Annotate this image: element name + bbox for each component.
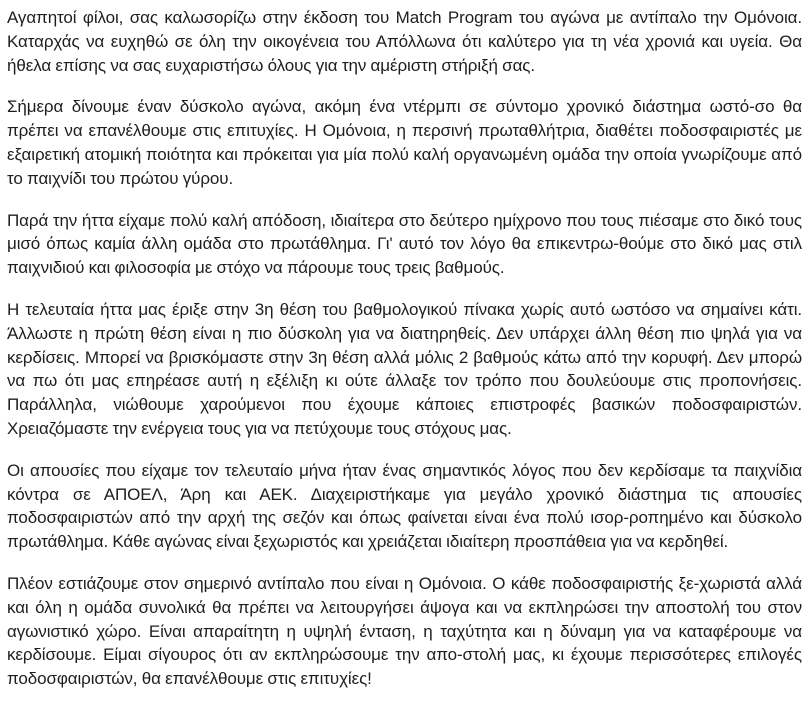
paragraph-3: Παρά την ήττα είχαμε πολύ καλή απόδοση, ιδιαίτερα στο δεύτερο ημίχρονο που τους πιέσαμε στο δικό τους μισό όπως καμία άλλη ομάδα στο πρωτάθλημα. Γι' αυτό τον λόγο θα επικεντρω-θούμε στο δικό μας στιλ παιχνιδιού και φιλοσοφία με στόχο να πάρουμε τους τρεις βαθμούς. <box>7 210 802 278</box>
article-body <box>7 6 802 691</box>
paragraph-6: Πλέον εστιάζουμε στον σημερινό αντίπαλο που είναι η Ομόνοια. Ο κάθε ποδοσφαιριστής ξε-χωριστά αλλά και όλη η ομάδα συνολικά θα πρέπει να λειτουργήσει άψογα και να εκπληρώσει την αποστολή του στον αγωνιστικό χώρο. Είναι απαραίτητη η υψηλή ένταση, η ταχύτητα και η δύναμη για να καταφέρουμε να κερδίσουμε. Είμαι σίγουρος ότι αν εκπληρώσουμε την απο-στολή μας, κι έχουμε περισσότερες επιλογές ποδοσφαιριστών, θα επανέλθουμε στις επιτυχίες! <box>7 573 802 689</box>
paragraph-4: Η τελευταία ήττα μας έριξε στην 3η θέση του βαθμολογικού πίνακα χωρίς αυτό ωστόσο να σημαίνει κάτι. Άλλωστε η πρώτη θέση είναι η πιο δύσκολη για να διατηρηθείς. Δεν υπάρχει άλλη θέση πιο ψηλά για να κερδίσεις. Μπορεί να βρισκόμαστε στην 3η θέση αλλά μόλις 2 βαθμούς κάτω από την κορυφή. Δεν μπορώ να πω ότι μας επηρέασε αυτή η εξέλιξη κι ούτε άλλαξε τον τρόπο που δουλεύουμε στις προπονήσεις. Παράλληλα, νιώθουμε χαρούμενοι που έχουμε κάποιες επιστροφές βασικών ποδοσφαιριστών. Χρειαζόμαστε την ενέργεια τους για να πετύχουμε τους στόχους μας. <box>7 299 802 438</box>
paragraph-1: Αγαπητοί φίλοι, σας καλωσορίζω στην έκδοση του Match Program του αγώνα με αντίπαλο την Ομόνοια. Καταρχάς να ευχηθώ σε όλη την οικογένεια του Απόλλωνα ότι καλύτερο για τη νέα χρονιά και υγεία. Θα ήθελα επίσης να σας ευχαριστήσω όλους για την αμέριστη στήριξή σας. <box>7 8 802 75</box>
paragraph-5: Οι απουσίες που είχαμε τον τελευταίο μήνα ήταν ένας σημαντικός λόγος που δεν κερδίσαμε τα παιχνίδια κόντρα σε ΑΠΟΕΛ, Άρη και ΑΕΚ. Διαχειριστήκαμε για μεγάλο χρονικό διάστημα τις απουσίες ποδοσφαιριστών από την αρχή της σεζόν και όπως φαίνεται είναι ένα πολύ ισορ-ροπημένο και δύσκολο πρωτάθλημα. Κάθε αγώνας είναι ξεχωριστός και χρειάζεται ιδιαίτερη προσπάθεια για να κερδηθεί. <box>7 460 802 552</box>
paragraph-2: Σήμερα δίνουμε έναν δύσκολο αγώνα, ακόμη ένα ντέρμπι σε σύντομο χρονικό διάστημα ωστό-σο θα πρέπει να επανέλθουμε στις επιτυχίες. Η Ομόνοια, η περσινή πρωταθλήτρια, διαθέτει ποδοσφαιριστές με εξαιρετική ατομική ποιότητα και πρόκειται για μία πολύ καλή οργανωμένη ομάδα την οποία γνωρίζουμε από το παιχνίδι του πρώτου γύρου. <box>7 97 802 188</box>
